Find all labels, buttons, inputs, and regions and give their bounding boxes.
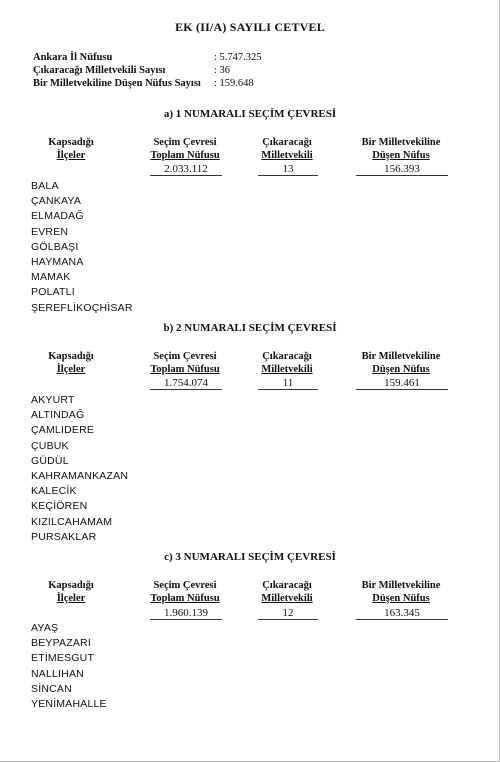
district-item: POLATLI: [31, 286, 75, 299]
header-dusen-nufus: [348, 136, 454, 162]
district-item: YENİMAHALLE: [31, 697, 107, 710]
summary-row-deputies: [33, 64, 262, 77]
header-line: Kapsadığı: [48, 137, 94, 148]
header-line: Çıkaracağı: [262, 351, 312, 362]
header-line: Bir Milletvekiline: [361, 580, 441, 591]
district-item: BALA: [31, 180, 59, 192]
header-line: Kapsadığı: [48, 351, 94, 362]
summary-row-per-deputy: [33, 77, 262, 90]
value-toplam-nufus: 2.033.112: [150, 164, 222, 176]
summary-row-population: [33, 51, 262, 64]
section-title: a) 1 NUMARALI SEÇİM ÇEVRESİ: [163, 108, 337, 120]
district-item: HAYMANA: [31, 255, 84, 268]
district-item: ÇUBUK: [31, 439, 69, 452]
value-milletvekili: 11: [258, 378, 318, 390]
district-item: PURSAKLAR: [31, 530, 97, 543]
district-item: ÇANKAYA: [31, 195, 82, 208]
header-line: Çıkaracağı: [262, 580, 312, 591]
district-item: NALLIHAN: [31, 667, 84, 680]
value-dusen-nufus: 156.393: [356, 164, 448, 176]
header-line: Toplam Nüfusu: [150, 364, 220, 375]
value-toplam-nufus: 1.754.074: [150, 378, 222, 390]
summary-block: [33, 51, 262, 90]
document-title: EK (II/A) SAYILI CETVEL: [175, 20, 325, 34]
header-line: Bir Milletvekiline: [361, 137, 441, 148]
header-toplam-nufus: [142, 350, 228, 376]
header-line: İlçeler: [56, 150, 86, 161]
header-kapsadigi: [22, 136, 120, 162]
district-item: AKYURT: [31, 394, 75, 406]
district-item: EVREN: [31, 225, 69, 238]
header-line: Kapsadığı: [48, 580, 94, 591]
section-title: b) 2 NUMARALI SEÇİM ÇEVRESİ: [163, 322, 337, 334]
summary-value: : 159.648: [214, 78, 254, 89]
header-line: Çıkaracağı: [262, 137, 312, 148]
header-toplam-nufus: [142, 579, 228, 605]
header-dusen-nufus: [348, 350, 454, 376]
header-line: Toplam Nüfusu: [150, 593, 220, 604]
district-item: ETİMESGUT: [31, 652, 95, 665]
value-dusen-nufus: 163.345: [356, 608, 448, 620]
district-item: MAMAK: [31, 271, 71, 284]
district-item: GÜDÜL: [31, 454, 69, 467]
header-milletvekili: [252, 350, 322, 376]
value-milletvekili: 13: [258, 164, 318, 176]
value-toplam-nufus: 1.960.139: [150, 608, 222, 620]
summary-label: Çıkaracağı Milletvekili Sayısı: [33, 65, 166, 76]
header-line: İlçeler: [56, 364, 86, 375]
district-item: KALECİK: [31, 485, 77, 498]
summary-value: : 36: [214, 65, 231, 76]
district-item: ŞEREFLİKOÇHİSAR: [31, 301, 133, 314]
district-item: KAHRAMANKAZAN: [31, 469, 129, 482]
summary-label: Ankara İl Nüfusu: [33, 52, 113, 63]
section-title: c) 3 NUMARALI SEÇİM ÇEVRESİ: [164, 551, 336, 563]
district-item: ÇAMLIDERE: [31, 424, 95, 437]
district-list: [31, 179, 133, 316]
summary-label: Bir Milletvekiline Düşen Nüfus Sayısı: [33, 78, 201, 89]
header-line: Seçim Çevresi: [153, 137, 217, 148]
header-line: Milletvekili: [261, 150, 313, 161]
district-item: GÖLBAŞI: [31, 240, 79, 253]
header-line: Milletvekili: [261, 364, 313, 375]
header-milletvekili: [252, 579, 322, 605]
header-toplam-nufus: [142, 136, 228, 162]
header-line: Seçim Çevresi: [153, 351, 217, 362]
header-line: Bir Milletvekiline: [361, 351, 441, 362]
district-item: BEYPAZARI: [31, 637, 91, 650]
header-line: Düşen Nüfus: [372, 364, 430, 375]
district-list: [31, 393, 128, 545]
header-line: Düşen Nüfus: [372, 593, 430, 604]
header-line: Seçim Çevresi: [153, 580, 217, 591]
header-dusen-nufus: [348, 579, 454, 605]
header-kapsadigi: [22, 350, 120, 376]
header-line: Toplam Nüfusu: [150, 150, 220, 161]
district-item: KIZILCAHAMAM: [31, 515, 113, 528]
header-line: Milletvekili: [261, 593, 313, 604]
district-item: ALTINDAĞ: [31, 409, 85, 422]
header-line: Düşen Nüfus: [372, 150, 430, 161]
district-item: KEÇİÖREN: [31, 500, 88, 513]
header-kapsadigi: [22, 579, 120, 605]
value-dusen-nufus: 159.461: [356, 378, 448, 390]
district-item: SİNCAN: [31, 682, 72, 695]
district-list: [31, 621, 107, 712]
header-line: İlçeler: [56, 593, 86, 604]
district-item: ELMADAĞ: [31, 210, 84, 223]
header-milletvekili: [252, 136, 322, 162]
district-item: AYAŞ: [31, 622, 59, 634]
value-milletvekili: 12: [258, 608, 318, 620]
summary-value: : 5.747.325: [214, 52, 262, 63]
